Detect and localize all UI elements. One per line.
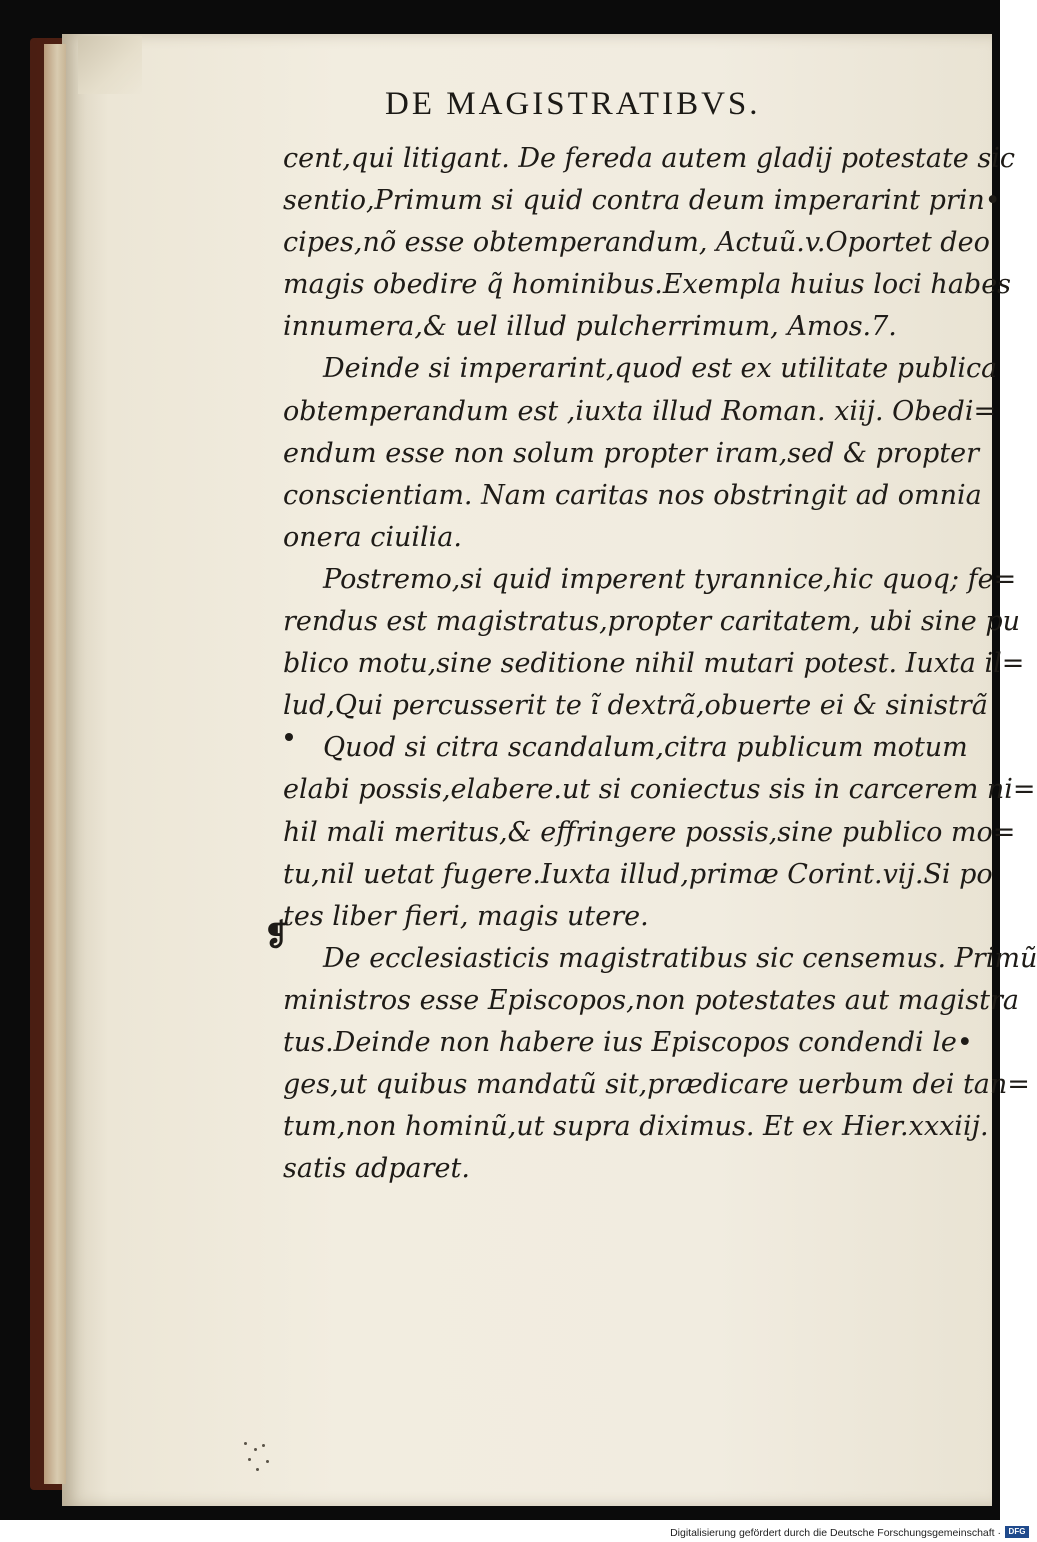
ink-speckles — [240, 1440, 280, 1480]
text-line: tu,nil uetat fugere.Iuxta illud,primæ Corint.vij.Si po — [283, 858, 993, 890]
pilcrow-icon: ❡ — [264, 918, 290, 953]
page-edge — [44, 44, 66, 1484]
text-line: tum,non hominũ,ut supra diximus. Et ex Hier.xxxiij. — [283, 1111, 989, 1143]
text-line: cipes,nõ esse obtemperandum, Actuũ.v.Oportet deo — [283, 227, 990, 259]
body-text — [283, 138, 1037, 1190]
text-line: conscientiam. Nam caritas nos obstringit ad omnia — [283, 479, 982, 511]
corner-fold — [78, 36, 142, 94]
text-line: obtemperandum est ,iuxta illud Roman. xiij. Obedi= — [283, 395, 997, 427]
text-line: De ecclesiasticis magistratibus sic censemus. Primũ — [323, 942, 1037, 974]
text-line: blico motu,sine seditione nihil mutari potest. Iuxta il= — [283, 648, 1025, 680]
text-line: Postremo,si quid imperent tyrannice,hic quoq; fe= — [323, 563, 1017, 595]
text-line: rendus est magistratus,propter caritatem, ubi sine pu — [283, 606, 1021, 638]
text-line: ges,ut quibus mandatũ sit,prædicare uerbum dei tan= — [283, 1069, 1030, 1101]
running-head: DE MAGISTRATIBVS. — [385, 86, 761, 122]
text-line: sentio,Primum si quid contra deum imperarint prin• — [283, 185, 1001, 217]
text-line: tus.Deinde non habere ius Episcopos condendi le• — [283, 1026, 973, 1058]
text-line: Deinde si imperarint,quod est ex utilitate publica — [323, 353, 998, 385]
text-line: lud,Qui percusserit te ĩ dextrã,obuerte ei & sinistrã — [283, 690, 988, 722]
text-line: Quod si citra scandalum,citra publicum motum — [323, 732, 968, 764]
text-line: innumera,& uel illud pulcherrimum, Amos.7. — [283, 311, 897, 343]
text-line: endum esse non solum propter iram,sed & propter — [283, 437, 980, 469]
text-line: satis adparet. — [283, 1153, 470, 1185]
text-line: cent,qui litigant. De fereda autem gladij potestate sic — [283, 143, 1015, 174]
text-line: ministros esse Episcopos,non potestates aut magistra — [283, 984, 1019, 1016]
text-line: elabi possis,elabere.ut si coniectus sis in carcerem ni= — [283, 774, 1036, 806]
text-line: magis obedire q̃ hominibus.Exempla huius loci habes — [283, 269, 1012, 301]
dfg-logo-icon: DFG — [1005, 1526, 1029, 1538]
text-line: onera ciuilia. — [283, 521, 462, 553]
text-line: tes liber fieri, magis utere. — [283, 900, 649, 932]
footer-credit: Digitalisierung gefördert durch die Deutsche Forschungsgemeinschaft · — [670, 1527, 1001, 1539]
text-line: hil mali meritus,& effringere possis,sine publico mo= — [283, 816, 1016, 848]
bullet-mark-icon — [285, 733, 293, 741]
